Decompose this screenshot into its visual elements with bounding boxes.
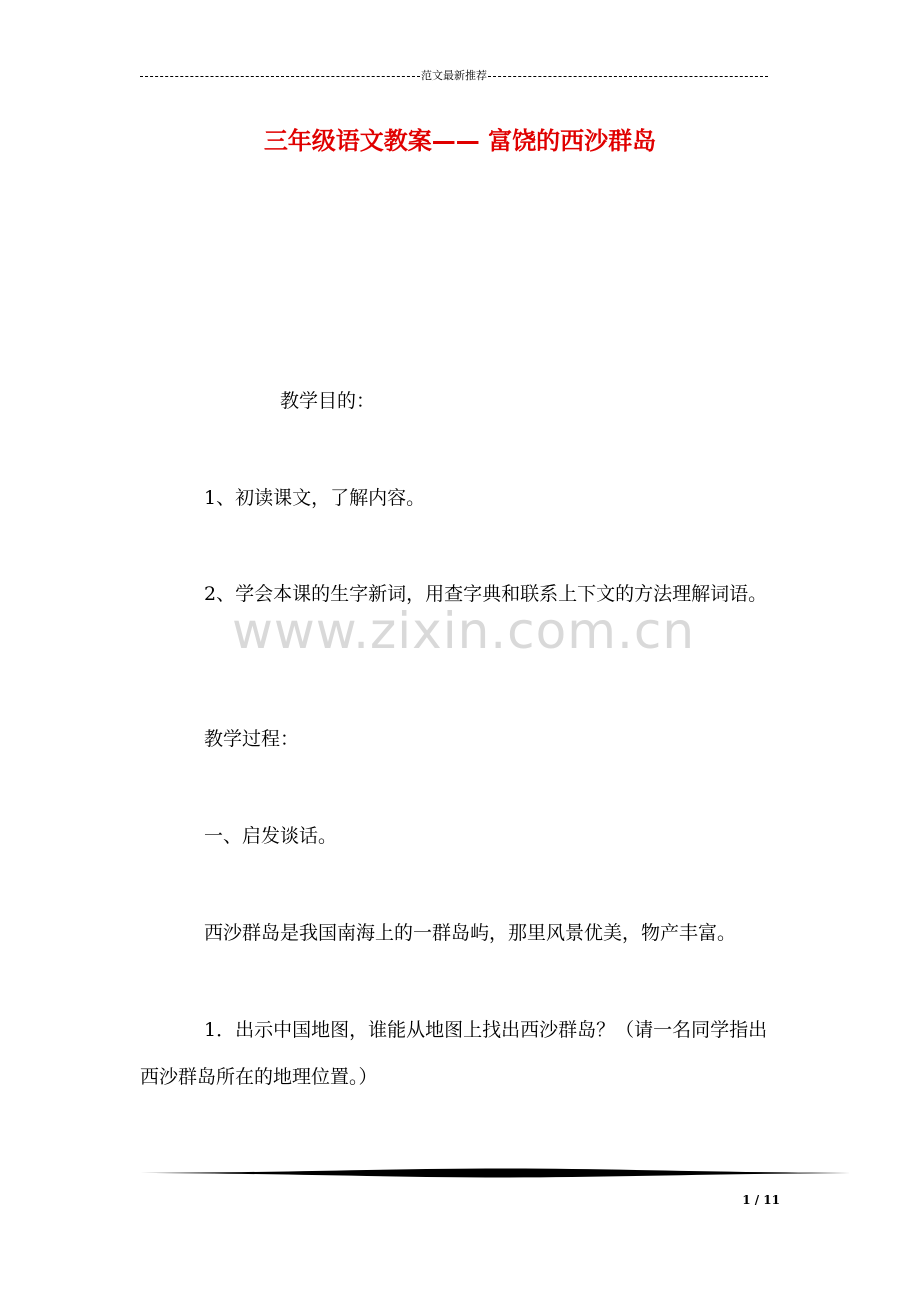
footer-rule bbox=[140, 1167, 864, 1179]
paragraph-step-1-heading: 一、启发谈话。 bbox=[204, 825, 338, 847]
header-dash-right bbox=[488, 76, 768, 77]
header-label: 范文最新推荐 bbox=[421, 69, 487, 82]
paragraph-goal-1: 1、初读课文，了解内容。 bbox=[204, 487, 426, 509]
paragraph-intro-xisha: 西沙群岛是我国南海上的一群岛屿，那里风景优美，物产丰富。 bbox=[204, 922, 737, 944]
paragraph-goal-2: 2、学会本课的生字新词，用查字典和联系上下文的方法理解词语。 bbox=[204, 583, 768, 605]
paragraph-teaching-goals-heading: 教学目的： bbox=[280, 390, 376, 412]
paragraph-teaching-process-heading: 教学过程： bbox=[204, 728, 300, 750]
page-header bbox=[140, 69, 768, 83]
document-title: 三年级语文教案—— 富饶的西沙群岛 bbox=[263, 127, 657, 155]
watermark: www.zixin.com.cn bbox=[232, 602, 696, 660]
header-dash-left bbox=[140, 76, 420, 77]
page-number: 1 / 11 bbox=[742, 1193, 780, 1207]
paragraph-map-activity: 1．出示中国地图，谁能从地图上找出西沙群岛？（请一名同学指出西沙群岛所在的地理位置。） bbox=[140, 1019, 768, 1088]
